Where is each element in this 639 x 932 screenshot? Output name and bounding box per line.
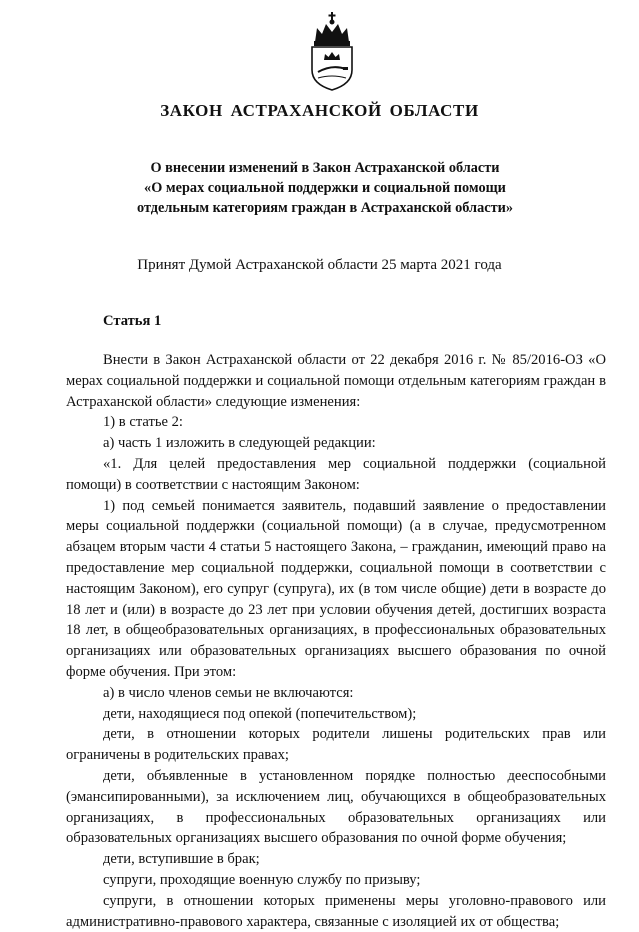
paragraph: а) часть 1 изложить в следующей редакции: xyxy=(103,435,376,452)
paragraph: дети, находящиеся под опекой (попечительством); xyxy=(103,705,417,722)
paragraph: Внести в Закон Астраханской области от 22 декабря 2016 г. № 85/2016-ОЗ «О мерах социальной поддержки и социальной помощи отдельным категориям граждан в Астраханской области» следующие изменения: xyxy=(66,352,606,410)
paragraph: а) в число членов семьи не включаются: xyxy=(103,684,354,701)
article-heading: Статья 1 xyxy=(103,313,162,329)
subtitle-line: О внесении изменений в Закон Астраханской области xyxy=(150,160,500,176)
document-body xyxy=(66,350,606,932)
paragraph: «1. Для целей предоставления мер социальной поддержки (социальной помощи) в соответствии с настоящим Законом: xyxy=(66,455,606,493)
paragraph: дети, вступившие в брак; xyxy=(103,851,260,868)
paragraph: 1) в статье 2: xyxy=(103,414,183,431)
law-title: ЗАКОН АСТРАХАНСКОЙ ОБЛАСТИ xyxy=(160,101,479,120)
paragraph: дети, объявленные в установленном порядке полностью дееспособными (эмансипированными), за исключением лиц, обучающихся в общеобразовательных организациях, в профессиональных образовательных организациях или образовательных организациях высшего образования по очной форме обучения; xyxy=(66,767,606,847)
paragraph: супруги, в отношении которых применены меры уголовно-правового или административно-правового характера, связанные с изоляцией их от общества; xyxy=(66,892,606,930)
paragraph: дети, в отношении которых родители лишены родительских прав или ограничены в родительских правах; xyxy=(66,726,606,764)
paragraph: 1) под семьей понимается заявитель, подавший заявление о предоставлении меры социальной поддержки (социальной помощи) (а в случае, предусмотренном абзацем вторым части 4 статьи 5 настоящего Закона, – гражданин, имеющий право на предоставление мер социальной поддержки, социальной помощи в соответствии с настоящим Законом), его супруг (супруга), их (в том числе общие) дети в возрасте до 18 лет и (или) в возрасте до 23 лет при условии обучения детей, достигших возраста 18 лет, в общеобразовательных организациях, в профессиональных образовательных организациях или образовательных организациях высшего образования по очной форме обучения. При этом: xyxy=(66,497,606,680)
astrakhan-coat-of-arms-icon xyxy=(304,12,360,92)
law-subtitle xyxy=(80,158,570,218)
subtitle-line: «О мерах социальной поддержки и социальной помощи xyxy=(144,180,506,196)
subtitle-line: отдельным категориям граждан в Астраханской области» xyxy=(137,200,513,216)
paragraph: супруги, проходящие военную службу по призыву; xyxy=(103,871,421,888)
adoption-date-line: Принят Думой Астраханской области 25 марта 2021 года xyxy=(137,257,502,273)
